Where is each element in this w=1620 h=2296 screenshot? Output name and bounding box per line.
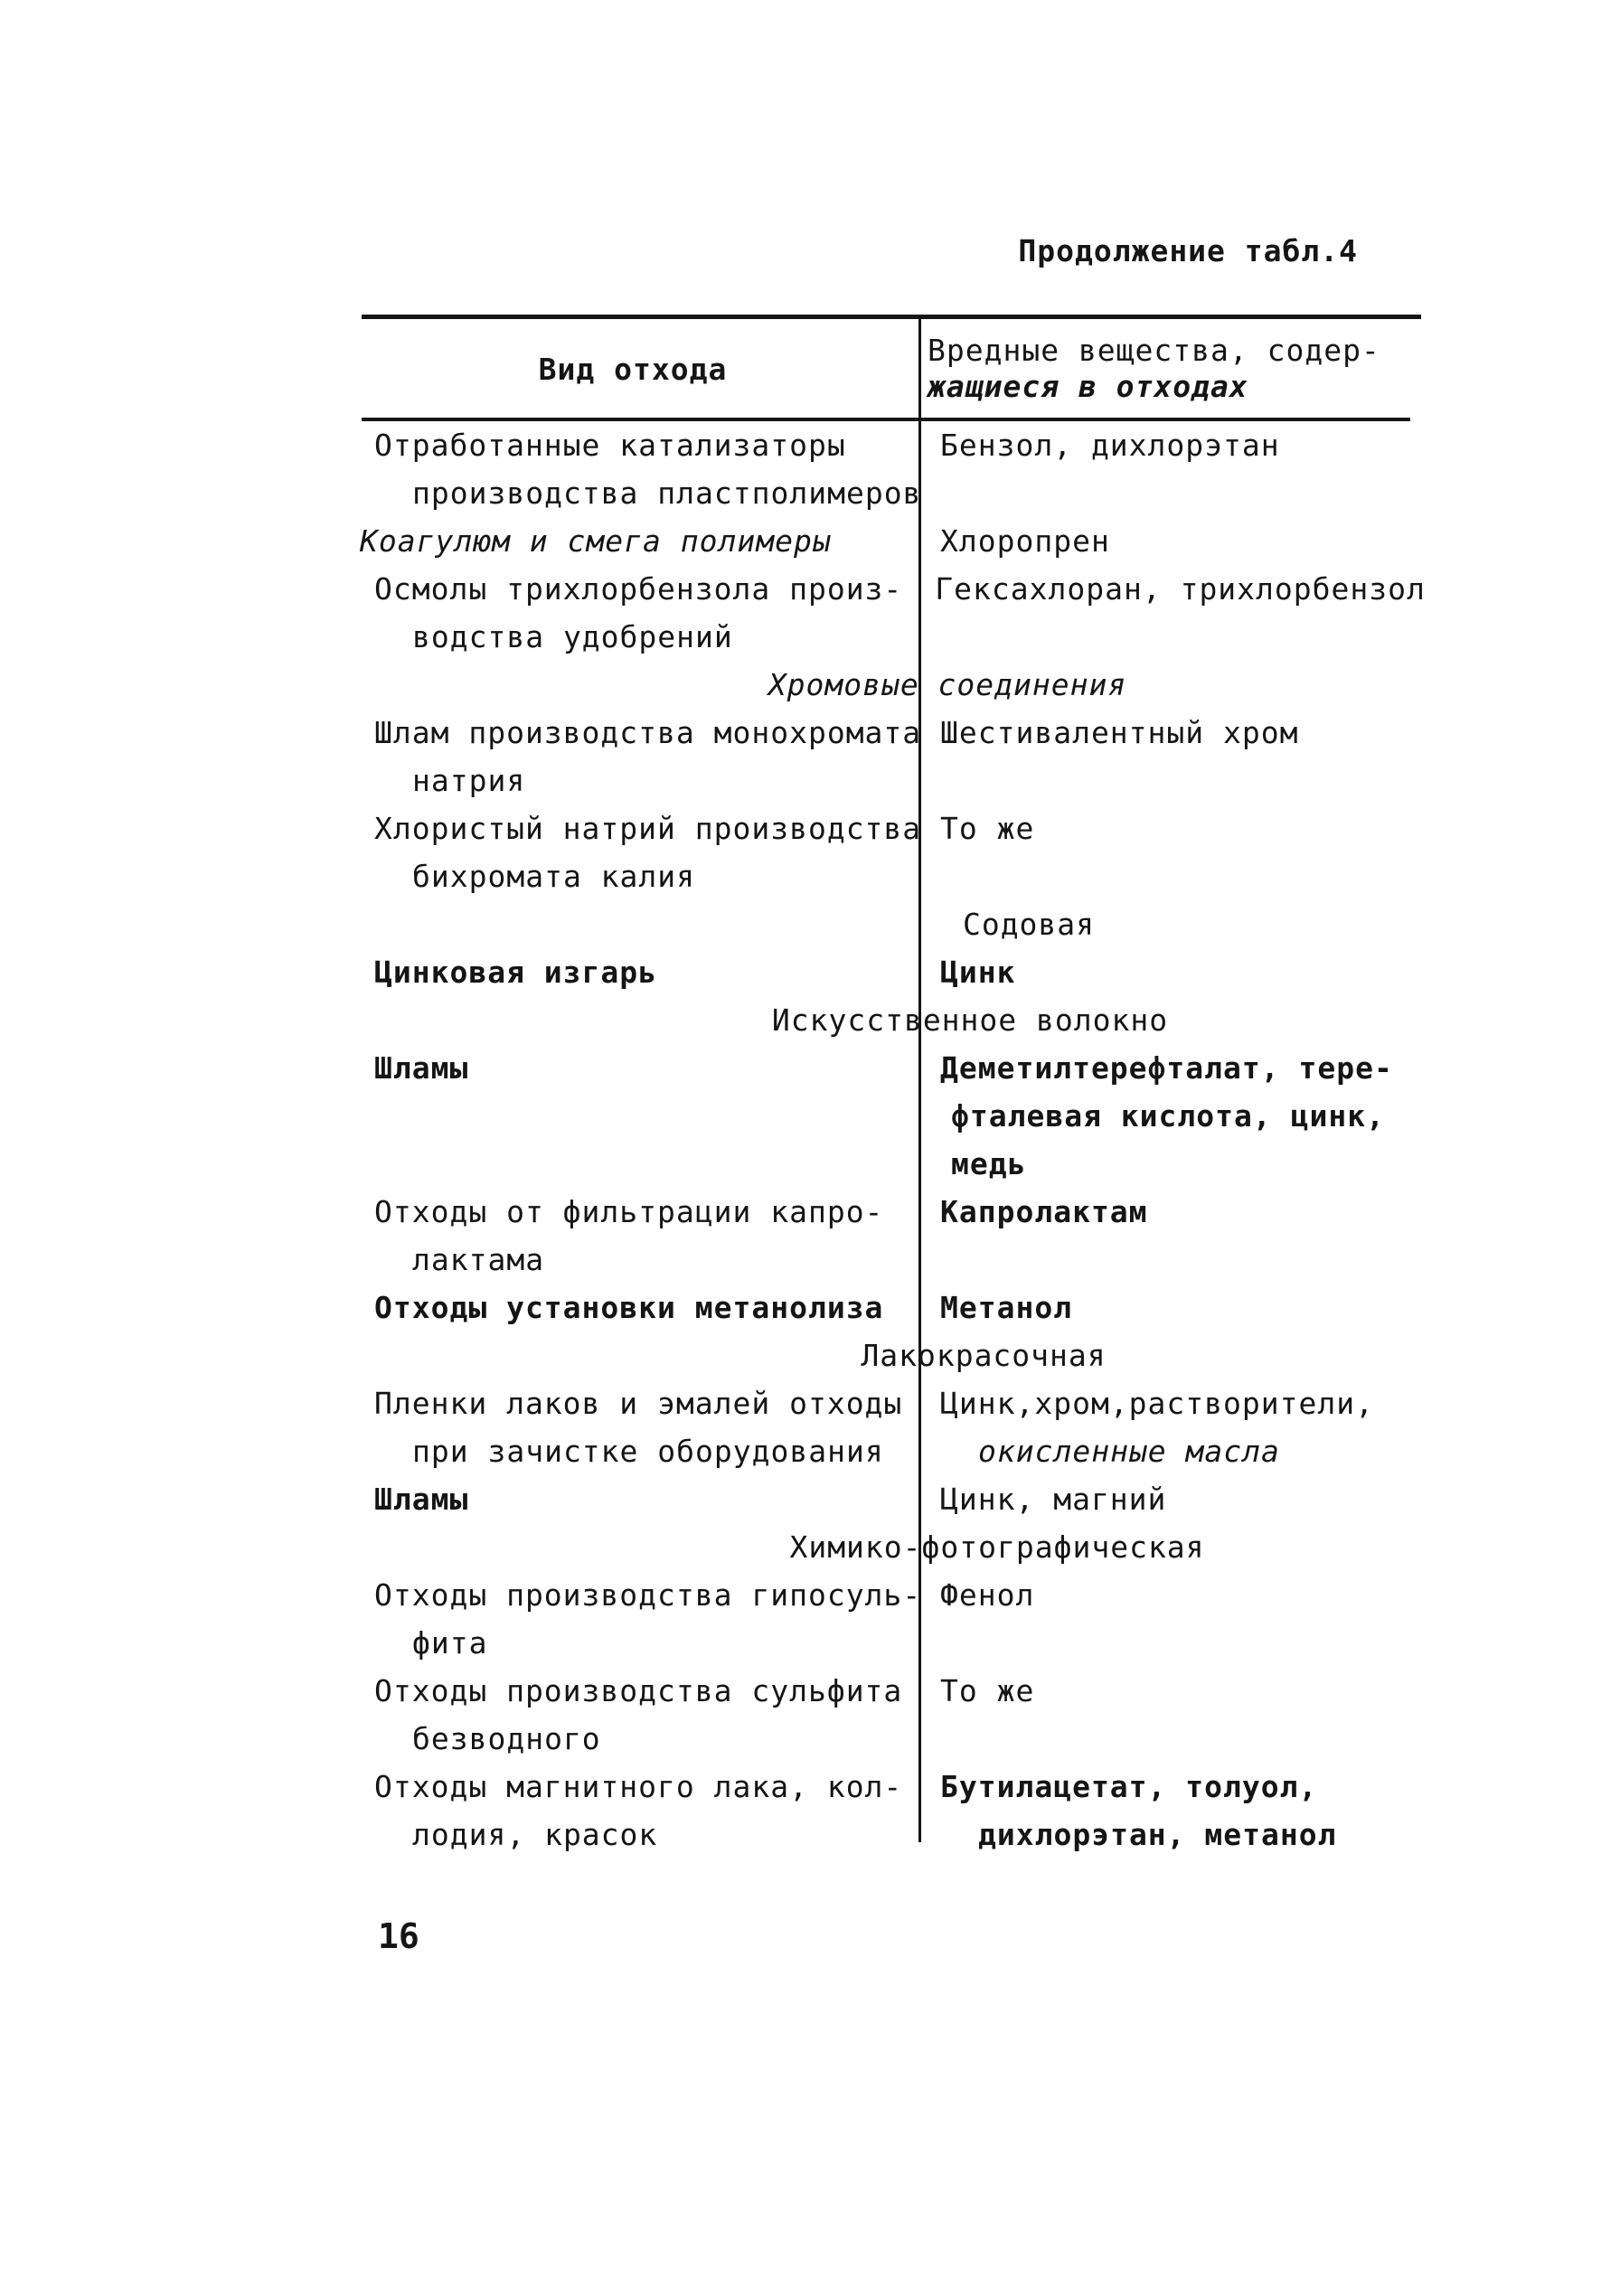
table-row [347, 948, 1421, 996]
cell-text: Метанол [940, 1290, 1073, 1325]
cell-text: натрия [412, 763, 526, 798]
table-row [347, 1284, 1421, 1331]
waste-type-cell [347, 709, 922, 805]
substances-cell [918, 1667, 1421, 1715]
waste-type-cell [347, 1571, 922, 1667]
cell-text: То же [940, 1673, 1035, 1708]
waste-type-cell [347, 1763, 918, 1858]
cell-text: Цинковая изгарь [374, 955, 658, 990]
section-heading: Химико-фотографическая [789, 1529, 1205, 1565]
cell-text: Отходы от фильтрации капро- [374, 1194, 884, 1229]
table-row [347, 1044, 1421, 1188]
cell-text: фталевая кислота, цинк, [951, 1098, 1385, 1134]
cell-text: лодия, красок [412, 1817, 658, 1852]
cell-text: лактама [412, 1242, 545, 1277]
page-number: 16 [378, 1916, 419, 1956]
table-row [347, 421, 1421, 517]
section-heading: Хромовые соединения [768, 667, 1127, 702]
cell-text: Коагулюм и смега полимеры [360, 523, 832, 559]
waste-type-cell [347, 1044, 918, 1092]
substances-cell [918, 1571, 1421, 1619]
cell-text: Хлористый натрий производства [374, 811, 922, 846]
waste-type-cell [347, 1667, 918, 1763]
section-heading: Содовая [962, 907, 1096, 942]
table-row [347, 1188, 1421, 1284]
waste-type-cell [347, 805, 922, 900]
waste-type-cell [347, 565, 913, 661]
cell-text: медь [951, 1146, 1027, 1181]
table-row [347, 709, 1421, 805]
waste-type-cell [333, 517, 918, 565]
substances-cell [918, 948, 1421, 996]
cell-text: Шламы [374, 1050, 469, 1086]
table-row [347, 1379, 1421, 1475]
cell-text: Шлам производства монохромата [374, 715, 922, 750]
cell-text: Отработанные катализаторы [374, 428, 846, 463]
table-row [347, 805, 1421, 900]
section-heading: Лакокрасочная [861, 1338, 1107, 1373]
header-col2-line2: жащиеся в отходах [928, 369, 1248, 404]
substances-cell [918, 709, 1421, 757]
section-heading: Искусственное волокно [771, 1002, 1169, 1038]
table-row [333, 517, 1421, 565]
cell-text: фита [412, 1625, 488, 1661]
cell-text: То же [940, 811, 1035, 846]
waste-type-cell [347, 1379, 918, 1475]
cell-text: бихромата калия [412, 859, 696, 894]
waste-type-cell [347, 1188, 918, 1284]
header-harmful-substances [918, 320, 1421, 418]
waste-type-cell [347, 948, 918, 996]
cell-text: Капролактам [940, 1194, 1148, 1229]
cell-text: Бутилацетат, толуол, [940, 1769, 1318, 1804]
substances-cell [918, 1379, 1421, 1475]
table-header [347, 320, 1421, 418]
cell-text: при зачистке оборудования [412, 1434, 884, 1469]
waste-type-cell [347, 421, 922, 517]
header-col2-line1: Вредные вещества, содер- [928, 333, 1380, 368]
table-row [347, 1571, 1421, 1667]
cell-text: производства пластполимеров [412, 475, 922, 511]
substances-cell [918, 1044, 1421, 1188]
table-row [347, 1763, 1421, 1858]
cell-text: Хлоропрен [940, 523, 1110, 559]
table-caption: Продолжение табл.4 [1018, 233, 1358, 268]
cell-text: Отходы производства сульфита [374, 1673, 903, 1708]
substances-cell [918, 1284, 1421, 1331]
cell-text: окисленные масла [978, 1434, 1280, 1469]
cell-text: Фенол [940, 1577, 1035, 1613]
waste-type-cell [347, 1475, 918, 1523]
substances-cell [918, 805, 1421, 852]
substances-cell [918, 1188, 1421, 1236]
cell-text: Цинк, магний [940, 1482, 1167, 1517]
cell-text: Шестивалентный хром [940, 715, 1299, 750]
table-body [347, 421, 1426, 1858]
cell-text: Отходы производства гипосуль- [374, 1577, 922, 1613]
cell-text: Пленки лаков и эмалей отходы [374, 1386, 903, 1421]
substances-cell [918, 421, 1421, 469]
cell-text: Деметилтерефталат, тере- [940, 1050, 1393, 1086]
waste-type-cell [347, 1284, 918, 1331]
header-waste-type: Вид отхода [538, 351, 728, 387]
cell-text: дихлорэтан, метанол [978, 1817, 1337, 1852]
cell-text: Отходы магнитного лака, кол- [374, 1769, 903, 1804]
substances-cell [918, 1763, 1421, 1858]
table-row [347, 565, 1426, 661]
cell-text: Цинк,хром,растворители, [940, 1386, 1374, 1421]
substances-cell [918, 517, 1421, 565]
cell-text: Отходы установки метанолиза [374, 1290, 884, 1325]
table-row [347, 1667, 1421, 1763]
cell-text: Бензол, дихлорэтан [940, 428, 1280, 463]
table-row [347, 1475, 1421, 1523]
substances-cell [918, 1475, 1421, 1523]
cell-text: водства удобрений [412, 619, 733, 654]
cell-text: Гексахлоран, трихлорбензол [935, 571, 1426, 607]
cell-text: Шламы [374, 1482, 469, 1517]
table-top-rule [362, 315, 1421, 319]
cell-text: Осмолы трихлорбензола произ- [374, 571, 903, 607]
substances-cell [913, 565, 1426, 613]
cell-text: безводного [412, 1721, 601, 1756]
cell-text: Цинк [940, 955, 1016, 990]
